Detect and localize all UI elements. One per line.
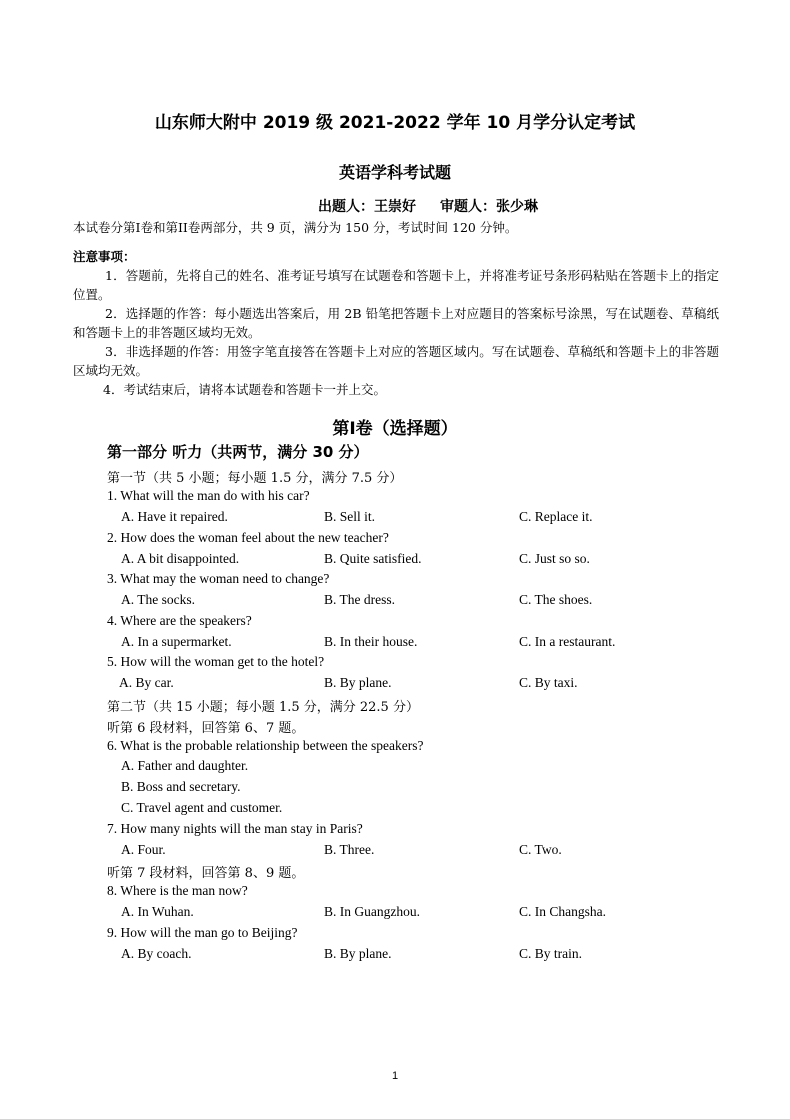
question-stem: 1. What will the man do with his car? [107, 488, 310, 503]
option-c: C. In a restaurant. [519, 634, 616, 649]
option-c: C. By train. [519, 946, 582, 961]
option-a: A. Four. [121, 842, 166, 857]
sub-section-1: 第一节（共 5 小题；每小题 1.5 分，满分 7.5 分） [107, 471, 403, 486]
question-stem: 6. What is the probable relationship between the speakers? [107, 738, 424, 753]
option-b: B. In Guangzhou. [324, 904, 420, 919]
question-stem: 8. Where is the man now? [107, 883, 248, 898]
exam-intro: 本试卷分第Ⅰ卷和第II卷两部分，共 9 页，满分为 150 分，考试时间 120 分钟。 [73, 220, 518, 235]
question-stem: 2. How does the woman feel about the new teacher? [107, 530, 389, 545]
option-b: B. By plane. [324, 946, 392, 961]
option-a: A. Have it repaired. [121, 509, 228, 524]
option-c: C. In Changsha. [519, 904, 606, 919]
option-b: B. By plane. [324, 675, 392, 690]
option-b: B. Three. [324, 842, 375, 857]
option-a: A. By coach. [121, 946, 192, 961]
material-6-note: 听第 6 段材料，回答第 6、7 题。 [107, 721, 305, 736]
option-c: C. Two. [519, 842, 562, 857]
option-a: A. The socks. [121, 592, 195, 607]
option-b: B. The dress. [324, 592, 395, 607]
option-a: A. By car. [119, 675, 174, 690]
section-title: 第Ⅰ卷（选择题） [332, 419, 458, 439]
notice-item: 1．答题前，先将自己的姓名、准考证号填写在试题卷和答题卡上，并将准考证号条形码粘贴在答题卡上的指定位置。 [73, 268, 719, 302]
material-7-note: 听第 7 段材料，回答第 8、9 题。 [107, 866, 305, 881]
question-stem: 4. Where are the speakers? [107, 613, 252, 628]
option-c: C. Just so so. [519, 551, 590, 566]
notice-item: 4．考试结束后，请将本试题卷和答题卡一并上交。 [103, 382, 386, 397]
page-number: 1 [391, 1070, 399, 1082]
notice-item: 2．选择题的作答：每小题选出答案后，用 2B 铅笔把答题卡上对应题目的答案标号涂黑，写在试题卷、草稿纸和答题卡上的非答题区域均无效。 [73, 306, 719, 340]
question-stem: 5. How will the woman get to the hotel? [107, 654, 325, 669]
option-b: B. In their house. [324, 634, 418, 649]
question-stem: 7. How many nights will the man stay in Paris? [107, 821, 363, 836]
option-c: C. By taxi. [519, 675, 578, 690]
option-a: A. In a supermarket. [121, 634, 232, 649]
notice-item: 3．非选择题的作答：用签字笔直接答在答题卡上对应的答题区域内。写在试题卷、草稿纸和答题卡上的非答题区域均无效。 [73, 344, 719, 378]
option-b: B. Boss and secretary. [121, 779, 241, 794]
exam-subtitle: 英语学科考试题 [338, 163, 451, 182]
exam-title: 山东师大附中 2019 级 2021-2022 学年 10 月学分认定考试 [154, 113, 636, 133]
option-a: A. In Wuhan. [121, 904, 194, 919]
author-label: 出题人：王崇好 [318, 199, 416, 215]
option-b: B. Sell it. [324, 509, 376, 524]
option-a: A. A bit disappointed. [121, 551, 240, 566]
question-stem: 9. How will the man go to Beijing? [107, 925, 298, 940]
option-c: C. The shoes. [519, 592, 593, 607]
authors-line [318, 196, 538, 216]
sub-section-2: 第二节（共 15 小题；每小题 1.5 分，满分 22.5 分） [107, 700, 419, 715]
option-b: B. Quite satisfied. [324, 551, 422, 566]
notice-heading: 注意事项： [73, 249, 136, 264]
option-a: A. Father and daughter. [121, 758, 249, 773]
option-c: C. Travel agent and customer. [121, 800, 283, 815]
question-stem: 3. What may the woman need to change? [107, 571, 330, 586]
part-title: 第一部分 听力（共两节，满分 30 分） [107, 443, 369, 461]
option-c: C. Replace it. [519, 509, 593, 524]
reviewer-label: 审题人：张少琳 [440, 199, 538, 215]
